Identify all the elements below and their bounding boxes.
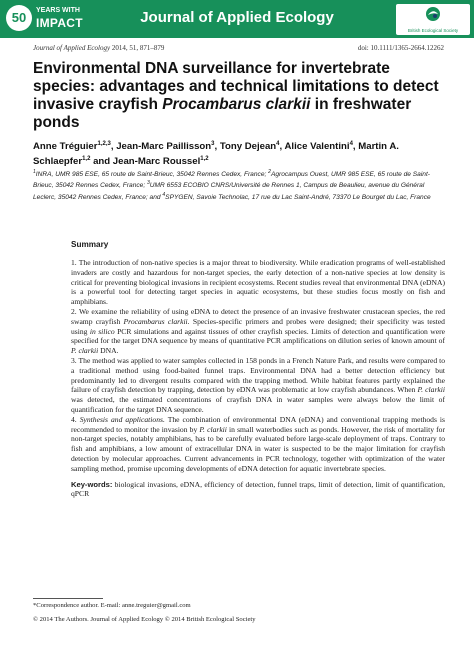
keywords-list: biological invasions, eDNA, efficiency of detection, funnel traps, limit of detection, limit of quantification, qPCR xyxy=(71,479,445,499)
citation-journal: Journal of Applied Ecology 2014, 51, 871–879 xyxy=(33,44,165,52)
correspondence-note: *Correspondence author. E-mail: anne.treguier@gmail.com xyxy=(33,602,191,609)
journal-banner xyxy=(0,0,474,38)
society-logo-text: British Ecological Society xyxy=(407,28,459,33)
journal-title: Journal of Applied Ecology xyxy=(140,9,334,26)
summary-section xyxy=(71,240,445,499)
copyright-line: © 2014 The Authors. Journal of Applied Ecology © 2014 British Ecological Society xyxy=(33,616,256,623)
article-title: Environmental DNA surveillance for invertebrate species: advantages and technical limitations to detect invasive crayfish Procambarus clarkii in freshwater ponds xyxy=(33,60,439,131)
citation-volume: 2014, 51, 871–879 xyxy=(110,44,165,52)
badge-number: 50 xyxy=(6,5,32,31)
author-name: Tony Dejean xyxy=(219,141,277,153)
summary-point-4: 4. Synthesis and applications. The combination of environmental DNA (eDNA) and conventional trapping methods is recommended to monitor the invasion by P. clarkii in small waterbodies such as ponds. However, the risk of mortality for non-target species, notably amphibians, has to be carefully evaluated before large-scale deployment of traps. Contrary to fish and amphibians, a low amount of extracellular DNA in water is suspected to be the major limitation for crayfish detection by molecular approaches. Current advancements in PCR technology, together with optimization of the water sampling method, promise upcoming developments of eDNA detection for aquatic invertebrate species. xyxy=(71,414,446,473)
badge-line1: YEARS WITH xyxy=(36,7,80,14)
society-emblem-icon xyxy=(423,6,443,22)
keywords xyxy=(71,480,445,500)
summary-heading: Summary xyxy=(71,240,109,249)
author-name: Martin A. Schlaepfer xyxy=(33,141,399,168)
author-name: Jean-Marc Roussel xyxy=(112,156,201,168)
summary-point-2: 2. We examine the reliability of using eDNA to detect the presence of an invasive freshwater crustacean species, the red swamp crayfish Procambarus clarkii. Species-specific primers and probes were designed; their specificity was tested using in silico PCR simulations and against tissues of other crayfish species. Limits of detection and quantification were specified for the target DNA sequence by means of quantitative PCR amplifications on dilution series of known amount of P. clarkii DNA. xyxy=(71,306,445,356)
title-species-name: Procambarus clarkii xyxy=(162,96,311,113)
footnote-divider xyxy=(33,598,103,599)
affiliations: $^1$INRA, UMR 985 ESE, 65 route de Saint-Brieuc, 35042 Rennes Cedex, France; $^2$Agrocampus Ouest, UMR 985 ESE, 65 route de Saint-Brieuc, 35042 Rennes Cedex, France; $^3$UMR 6553 ECOBIO CNRS/Université de Rennes 1, Campus de Beaulieu, avenue du Général Leclerc, 35042 Rennes Cedex, France; and $^4$SPYGEN, Savoie Technolac, 17 rue du Lac Saint-André, 73370 Le Bourget du Lac, France xyxy=(33,169,431,202)
author-name: Anne Tréguier xyxy=(33,141,98,153)
citation-doi: doi: 10.1111/1365-2664.12262 xyxy=(357,44,444,52)
affiliation: SPYGEN, Savoie Technolac, 17 rue du Lac Saint-André, 73370 Le Bourget du Lac, France xyxy=(165,194,431,202)
author-name: Jean-Marc Paillisson xyxy=(116,141,212,153)
affiliation: UMR 6553 ECOBIO CNRS/Université de Rennes 1, Campus de Beaulieu, avenue du Général Leclerc, 35042 Rennes Cedex, France; and xyxy=(33,182,425,202)
affiliation: Agrocampus Ouest, UMR 985 ESE, 65 route de Saint-Brieuc, 35042 Rennes Cedex, France; xyxy=(33,171,430,190)
society-logo xyxy=(396,4,470,35)
keywords-label: Key-words: xyxy=(71,479,113,489)
summary-point-3: 3. The method was applied to water samples collected in 158 ponds in a French Nature Park, and results were compared to a traditional method using food-baited funnel traps. Environmental DNA had a better detection efficiency but predominantly led to divergent results compared with the trapping method. While habitat features partly explained the failure of crayfish detection by trapping, detection by eDNA was problematic at low crayfish abundances. When P. clarkii was detected, the estimated concentrations of crayfish DNA in water samples were always below the limit of quantification for the target DNA sequence. xyxy=(71,355,446,414)
summary-point-1: 1. The introduction of non-native species is a major threat to biodiversity. While eradication programs of well-established invaders are costly and hazardous for non-target species, the early detection of a non-native species at low density is critical for preventing biological invasions in recipient ecosystems. Recent studies reveal that environmental DNA (eDNA) is a powerful tool for detecting target species in aquatic ecosystems, but these studies focus mostly on fish and amphibians. xyxy=(71,258,445,307)
badge-line2: IMPACT xyxy=(36,16,83,30)
author-name: Alice Valentini xyxy=(284,141,350,153)
affiliation: INRA, UMR 985 ESE, 65 route de Saint-Brieuc, 35042 Rennes Cedex, France; xyxy=(35,171,269,179)
author-list: Anne Tréguier$^{1,2,3}$, Jean-Marc Paillisson$^3$, Tony Dejean$^4$, Alice Valentini$^4$, Martin A. Schlaepfer$^{1,2}$ and Jean-Marc Roussel$^{1,2}$ xyxy=(33,141,399,168)
